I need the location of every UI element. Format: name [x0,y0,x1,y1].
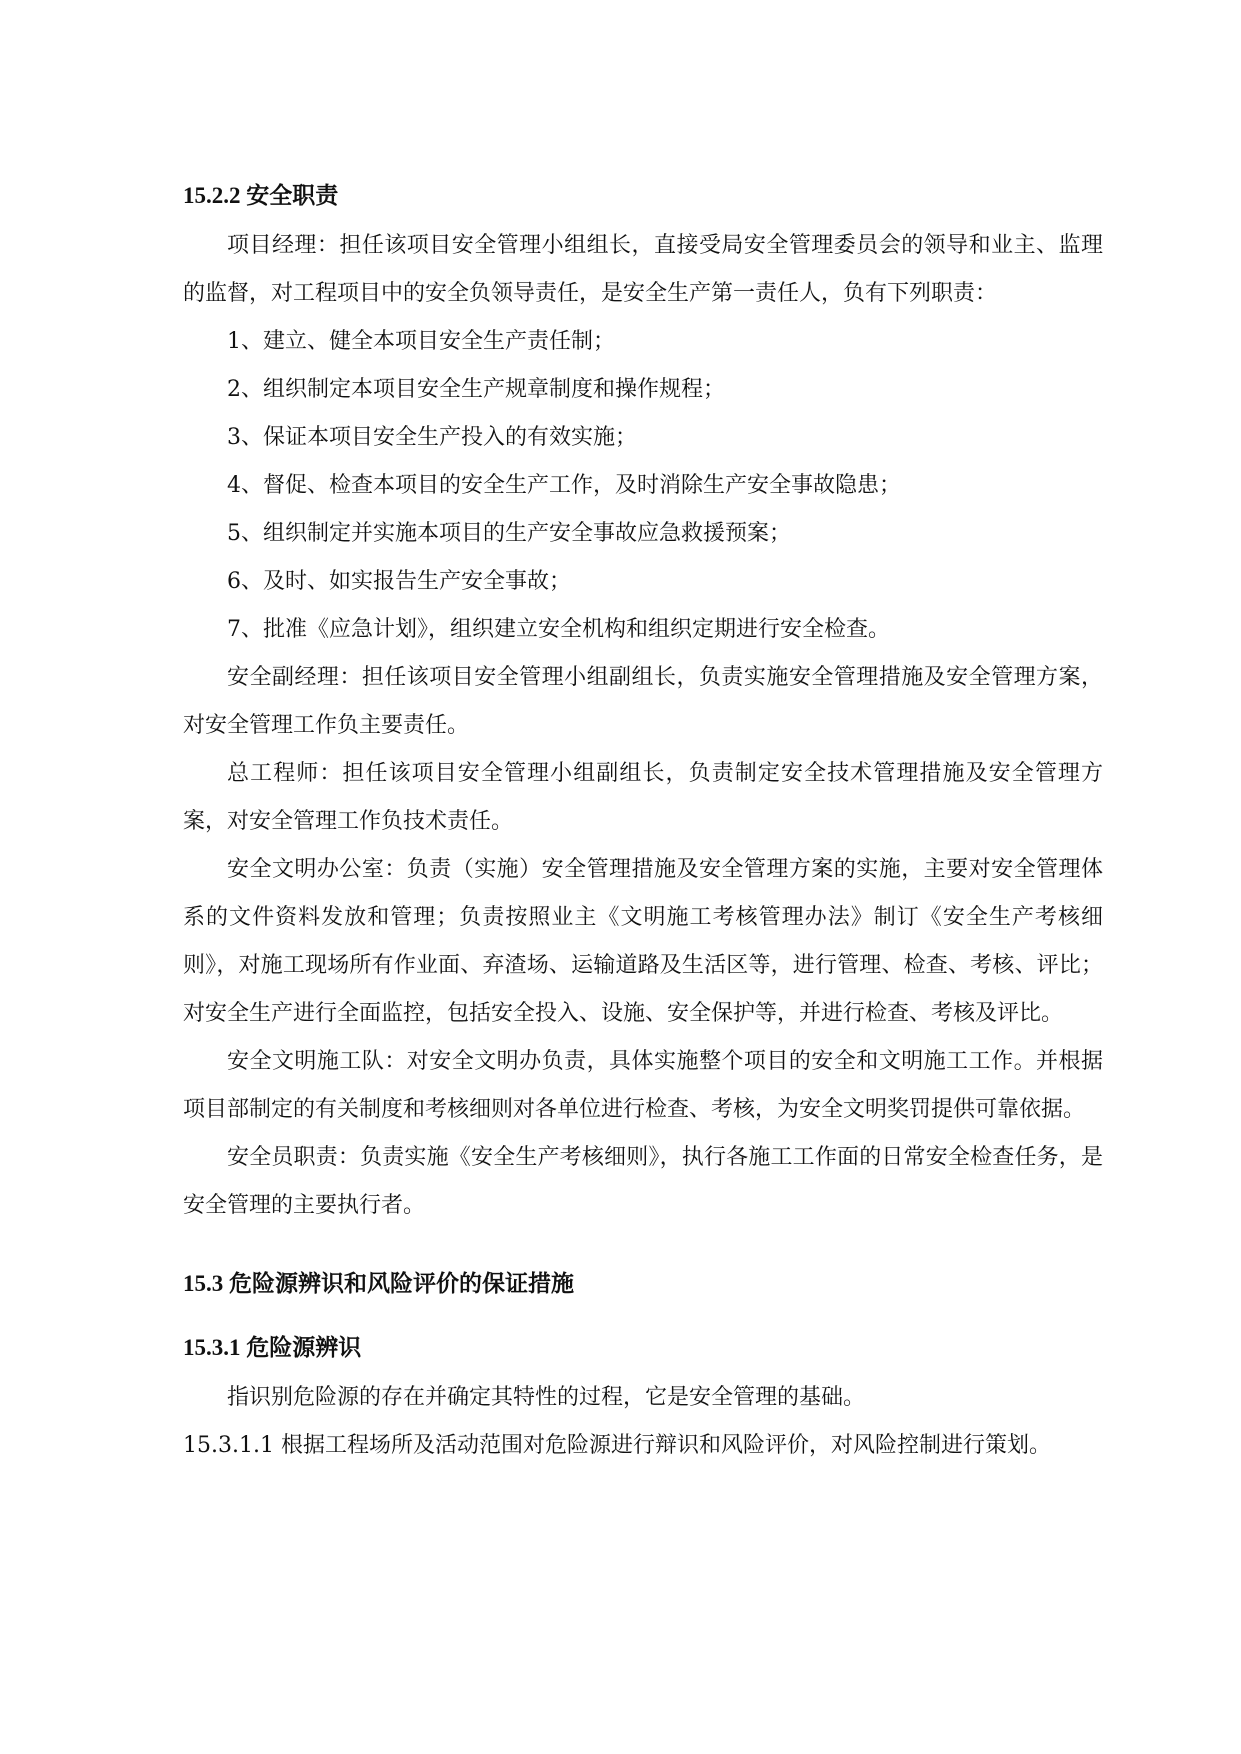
section-heading-15-3-1: 15.3.1 危险源辨识 [183,1335,362,1360]
page-content [183,178,1103,1470]
duty-item-3: 3、保证本项目安全生产投入的有效实施； [227,425,637,450]
clause-15-3-1-1: 15.3.1.1 根据工程场所及活动范围对危险源进行辩识和风险评价，对风险控制进行策划。 [183,1433,1051,1458]
section-heading-15-3: 15.3 危险源辨识和风险评价的保证措施 [183,1271,574,1296]
section-heading-15-2-2: 15.2.2 安全职责 [183,183,339,208]
duty-item-1: 1、建立、健全本项目安全生产责任制； [227,329,615,354]
duty-item-2: 2、组织制定本项目安全生产规章制度和操作规程； [227,377,725,402]
project-manager-paragraph: 项目经理：担任该项目安全管理小组组长，直接受局安全管理委员会的领导和业主、监理的监督，对工程项目中的安全负领导责任，是安全生产第一责任人，负有下列职责： [183,233,1103,306]
construction-team-paragraph: 安全文明施工队：对安全文明办负责，具体实施整个项目的安全和文明施工工作。并根据项目部制定的有关制度和考核细则对各单位进行检查、考核，为安全文明奖罚提供可靠依据。 [183,1049,1103,1122]
hazard-definition-paragraph: 指识别危险源的存在并确定其特性的过程，它是安全管理的基础。 [227,1385,866,1410]
safety-office-paragraph: 安全文明办公室：负责（实施）安全管理措施及安全管理方案的实施，主要对安全管理体系的文件资料发放和管理；负责按照业主《文明施工考核管理办法》制订《安全生产考核细则》，对施工现场所有作业面、弃渣场、运输道路及生活区等，进行管理、检查、考核、评比；对安全生产进行全面监控，包括安全投入、设施、安全保护等，并进行检查、考核及评比。 [183,857,1103,1026]
chief-engineer-paragraph: 总工程师：担任该项目安全管理小组副组长，负责制定安全技术管理措施及安全管理方案，对安全管理工作负技术责任。 [183,761,1103,834]
duty-item-7: 7、批准《应急计划》，组织建立安全机构和组织定期进行安全检查。 [227,617,890,642]
safety-officer-paragraph: 安全员职责：负责实施《安全生产考核细则》，执行各施工工作面的日常安全检查任务，是安全管理的主要执行者。 [183,1145,1103,1218]
duty-item-6: 6、及时、如实报告生产安全事故； [227,569,571,594]
duty-item-4: 4、督促、检查本项目的安全生产工作，及时消除生产安全事故隐患； [227,473,901,498]
duty-item-5: 5、组织制定并实施本项目的生产安全事故应急救援预案； [227,521,791,546]
deputy-manager-paragraph: 安全副经理：担任该项目安全管理小组副组长，负责实施安全管理措施及安全管理方案，对安全管理工作负主要责任。 [183,665,1103,738]
